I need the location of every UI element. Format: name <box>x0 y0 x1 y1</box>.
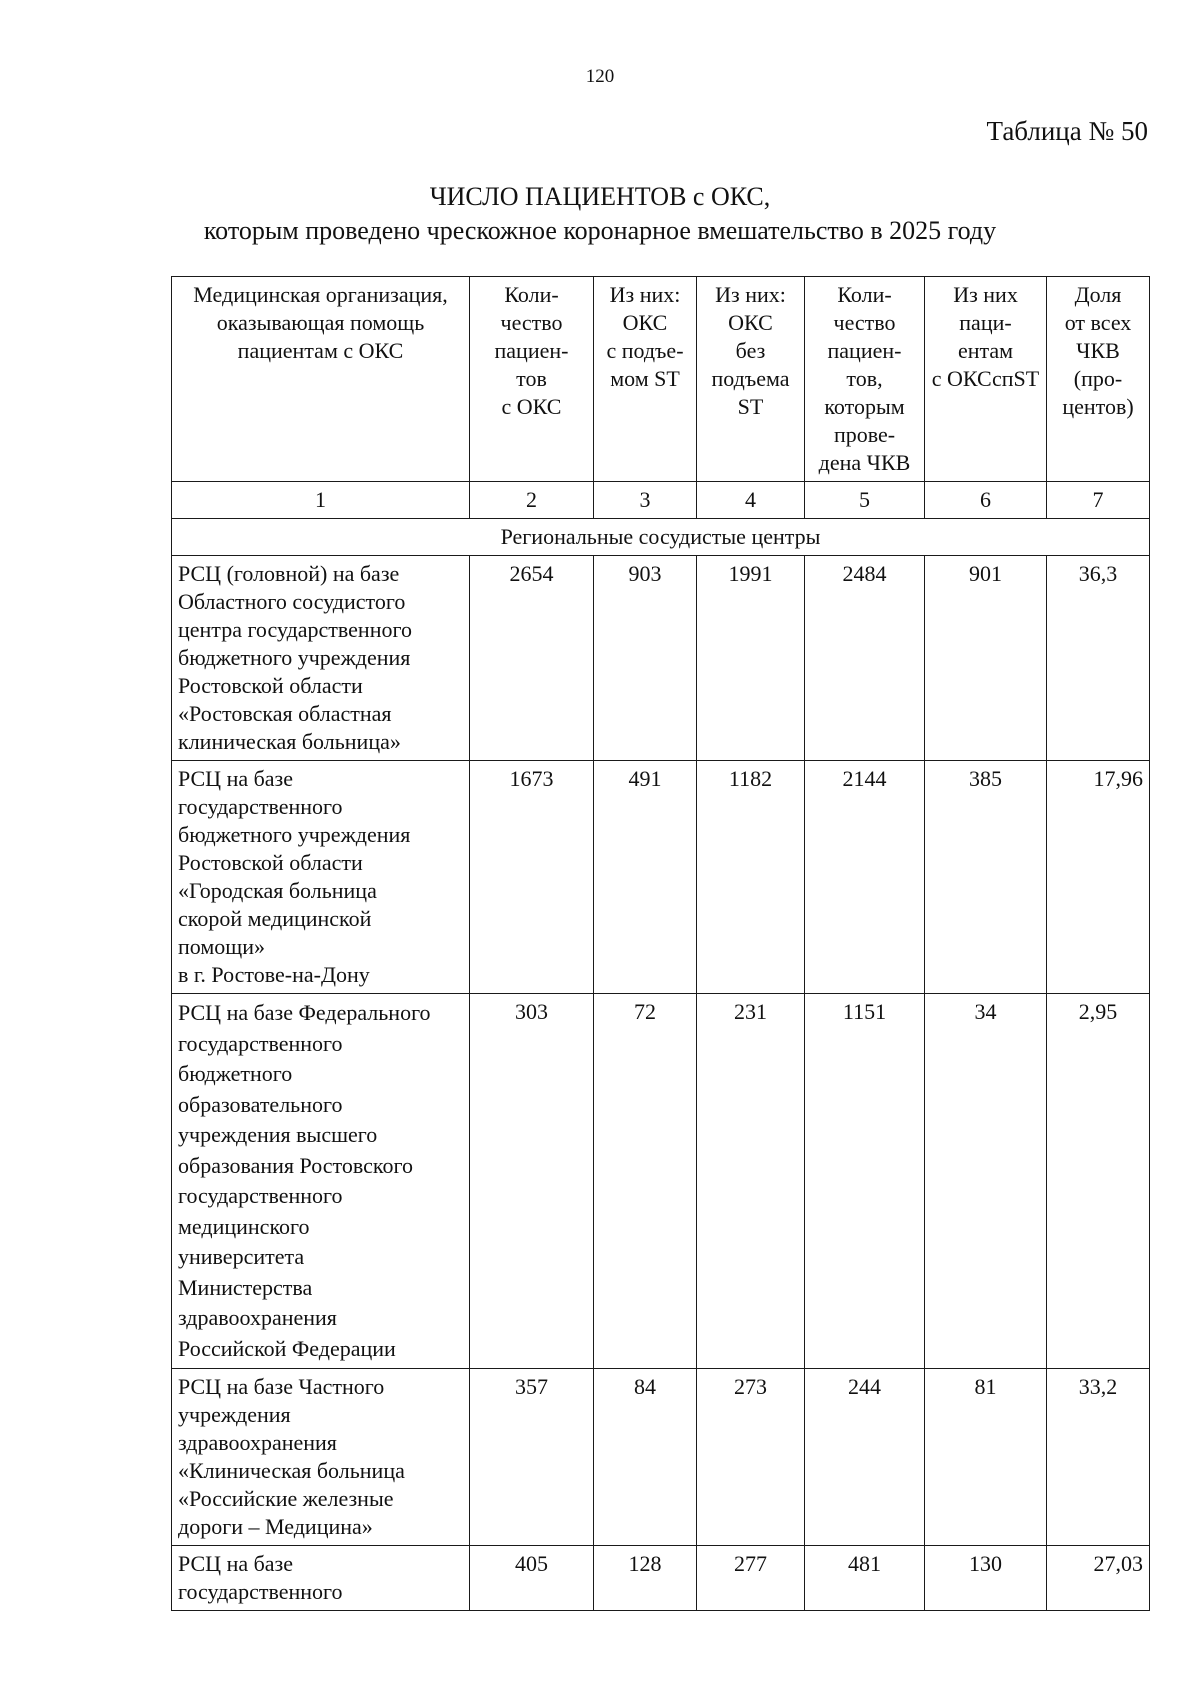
pci-share-percent: 2,95 <box>1047 994 1150 1369</box>
header-col-3 <box>594 277 697 482</box>
pci-stemi-patients: 385 <box>925 761 1047 994</box>
pci-stemi-patients: 34 <box>925 994 1047 1369</box>
section-title: Региональные сосудистые центры <box>172 519 1150 556</box>
patients-acs: 1673 <box>470 761 594 994</box>
header-col-5 <box>805 277 925 482</box>
header-col-4 <box>697 277 805 482</box>
org-name: РСЦ на базе государственного бюджетного учреждения Ростовской области «Городская больница скорой медицинской помощи» в г. Ростове-на-Дону <box>172 761 470 994</box>
acs-st-elevation: 72 <box>594 994 697 1369</box>
pci-stemi-patients: 901 <box>925 556 1047 761</box>
title-line-1: ЧИСЛО ПАЦИЕНТОВ с ОКС, <box>429 182 771 211</box>
header-col-2-text: Коли- чество пациен- тов с ОКС <box>494 282 569 419</box>
acs-st-elevation: 84 <box>594 1369 697 1546</box>
header-col-4-text: Из них: ОКС без подъема ST <box>711 282 790 419</box>
table-row <box>172 1369 1150 1546</box>
pci-patients: 481 <box>805 1546 925 1611</box>
column-number: 1 <box>172 482 470 519</box>
page-number: 120 <box>585 66 615 87</box>
patients-acs: 405 <box>470 1546 594 1611</box>
header-col-7 <box>1047 277 1150 482</box>
table-row <box>172 761 1150 994</box>
table-row <box>172 556 1150 761</box>
pci-share-percent: 33,2 <box>1047 1369 1150 1546</box>
header-org <box>172 277 470 482</box>
header-col-7-text: Доля от всех ЧКВ (про- центов) <box>1062 282 1134 419</box>
acs-no-st-elevation: 1182 <box>697 761 805 994</box>
acs-no-st-elevation: 277 <box>697 1546 805 1611</box>
acs-st-elevation: 128 <box>594 1546 697 1611</box>
data-table <box>171 276 1150 1611</box>
pci-stemi-patients: 81 <box>925 1369 1047 1546</box>
header-col-3-text: Из них: ОКС с подъе- мом ST <box>606 282 684 391</box>
header-col-2 <box>470 277 594 482</box>
column-number: 2 <box>470 482 594 519</box>
table-row <box>172 994 1150 1369</box>
pci-share-percent: 17,96 <box>1047 761 1150 994</box>
column-number: 3 <box>594 482 697 519</box>
header-col-6-text: Из них паци- ентам с ОКСспST <box>931 282 1040 391</box>
column-number-row <box>172 482 1150 519</box>
pci-patients: 1151 <box>805 994 925 1369</box>
acs-no-st-elevation: 231 <box>697 994 805 1369</box>
pci-share-percent: 36,3 <box>1047 556 1150 761</box>
table-label: Таблица № 50 <box>986 116 1148 146</box>
acs-st-elevation: 903 <box>594 556 697 761</box>
pci-share-percent: 27,03 <box>1047 1546 1150 1611</box>
patients-acs: 2654 <box>470 556 594 761</box>
header-col-6 <box>925 277 1047 482</box>
column-number: 6 <box>925 482 1047 519</box>
pci-patients: 2144 <box>805 761 925 994</box>
patients-acs: 357 <box>470 1369 594 1546</box>
org-name: РСЦ (головной) на базе Областного сосудистого центра государственного бюджетного учреждения Ростовской области «Ростовская областная клиническая больница» <box>172 556 470 761</box>
header-org-text: Медицинская организация, оказывающая помощь пациентам с ОКС <box>193 282 448 363</box>
org-name: РСЦ на базе Частного учреждения здравоохранения «Клиническая больница «Российские железные дороги – Медицина» <box>172 1369 470 1546</box>
table-row <box>172 1546 1150 1611</box>
patients-acs: 303 <box>470 994 594 1369</box>
acs-no-st-elevation: 273 <box>697 1369 805 1546</box>
column-number: 5 <box>805 482 925 519</box>
header-col-5-text: Коли- чество пациен- тов, которым прове- дена ЧКВ <box>818 282 911 475</box>
column-number: 4 <box>697 482 805 519</box>
pci-patients: 2484 <box>805 556 925 761</box>
title-line-2: которым проведено чрескожное коронарное вмешательство в 2025 году <box>203 216 997 245</box>
org-name: РСЦ на базе государственного <box>172 1546 470 1611</box>
header-row <box>172 277 1150 482</box>
acs-no-st-elevation: 1991 <box>697 556 805 761</box>
section-row <box>172 519 1150 556</box>
column-number: 7 <box>1047 482 1150 519</box>
acs-st-elevation: 491 <box>594 761 697 994</box>
table-title <box>0 180 1200 248</box>
org-name: РСЦ на базе Федерального государственного бюджетного образовательного учреждения высшего образования Ростовского государственного медицинского университета Министерства здравоохранения Российской Федерации <box>172 994 470 1369</box>
pci-stemi-patients: 130 <box>925 1546 1047 1611</box>
pci-patients: 244 <box>805 1369 925 1546</box>
